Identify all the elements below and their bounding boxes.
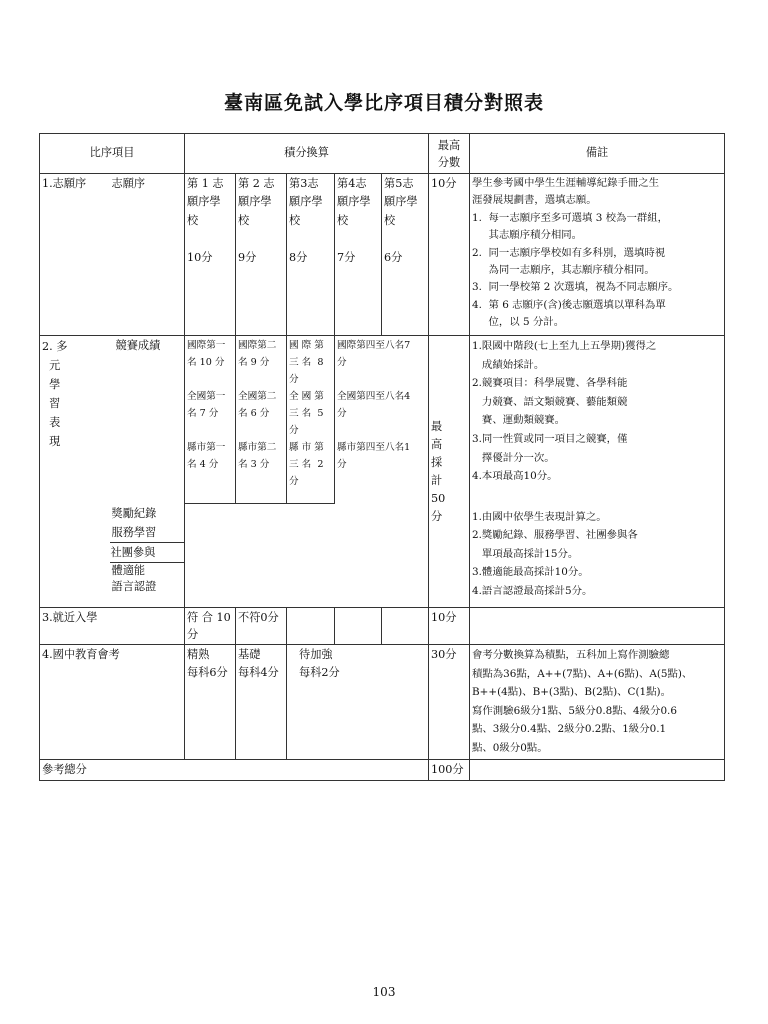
note-line: 1. 每一志願序至多可選填 3 校為一群組， (472, 211, 669, 224)
nearby-no: 不符0分 (236, 608, 287, 645)
subitem-clubs: 社團參與 (110, 542, 185, 563)
competition-notes (470, 336, 725, 504)
note-line: 3. 同一學校第 2 次選填，視為不同志願序。 (472, 281, 679, 294)
note-line: 1.限國中階段(七上至九上五學期)獲得之 (472, 340, 657, 352)
exam-basic: 基礎 每科4分 (236, 645, 287, 760)
other-notes (470, 504, 725, 608)
note-line: 學生參考國中學生生涯輔導紀錄手冊之生 (472, 177, 660, 189)
page-number: 103 (372, 985, 396, 999)
nearby-blank-2 (335, 608, 382, 645)
note-line: B++(4點)、B+(3點)、B(2點)、C(1點)。 (472, 686, 671, 699)
exam-category: 4.國中教育會考 (40, 645, 185, 760)
note-line: 賽、運動類競賽。 (472, 414, 566, 427)
other-score-blank (185, 504, 429, 608)
note-line: 點、0級分0點。 (472, 741, 548, 754)
total-notes (470, 759, 725, 780)
exam-notes (470, 645, 725, 760)
volunteer-subitem: 志願序 (110, 174, 185, 336)
row-competition (40, 336, 725, 504)
note-line: 點、3級分0.4點、2級分0.2點、1級分0.1 (472, 723, 667, 736)
volunteer-choice-4: 第4志 願序學 校 7分 (335, 174, 382, 336)
note-line: 積點為36點，A++(7點)、A+(6點)、A(5點)、 (472, 667, 693, 680)
note-line: 涯發展規劃書，選填志願。 (472, 194, 597, 207)
competition-col-2: 國際第二 名 9 分 全國第二 名 6 分 縣市第二 名 3 分 (236, 336, 287, 504)
exam-needs-improvement: 待加強 每科2分 (287, 645, 429, 760)
volunteer-choice-2: 第 2 志 願序學 校 9分 (236, 174, 287, 336)
subitem-fitness: 體適能 (111, 563, 146, 577)
competition-subitem: 競賽成績 (110, 336, 185, 504)
volunteer-category: 1.志願序 (40, 174, 110, 336)
note-line: 位，以 5 分計。 (472, 316, 565, 329)
volunteer-choice-1: 第 1 志 願序學 校 10分 (185, 174, 236, 336)
volunteer-choice-5: 第5志 願序學 校 6分 (382, 174, 429, 336)
header-max: 最高 分數 (429, 134, 470, 174)
note-line: 擇優計分一次。 (472, 451, 555, 464)
note-line: 為同一志願序，其志願序積分相同。 (472, 264, 655, 277)
nearby-max: 10分 (429, 608, 470, 645)
volunteer-notes (470, 174, 725, 336)
note-line: 4.本項最高10分。 (472, 470, 558, 483)
diverse-max: 最 高 採 計 50 分 (429, 336, 470, 608)
subitem-service: 服務學習 (111, 525, 157, 539)
row-volunteer (40, 174, 725, 336)
subitem-rewards: 獎勵紀錄 (111, 506, 157, 520)
competition-col-1: 國際第一 名 10 分 全國第一 名 7 分 縣市第一 名 4 分 (185, 336, 236, 504)
competition-col-4: 國際第四至八名7 分 全國第四至八名4 分 縣市第四至八名1 分 (335, 336, 429, 504)
competition-col-3: 國 際 第 三 名 8 分 全 國 第 三 名 5 分 縣 市 第 三 名 2 分 (287, 336, 335, 504)
note-line: 2. 同一志願序學校如有多科別，選填時視 (472, 246, 666, 259)
note-line: 4. 第 6 志願序(含)後志願選填以單科為單 (472, 298, 666, 311)
note-line: 單項最高採計15分。 (472, 547, 579, 560)
header-row (40, 134, 725, 174)
other-subitems (110, 504, 185, 608)
page-title: 臺南區免試入學比序項目積分對照表 (223, 92, 544, 114)
note-line: 力競賽、語文類競賽、藝能類競 (472, 395, 628, 408)
note-line: 其志願序積分相同。 (472, 229, 583, 242)
note-line: 4.語言認證最高採計5分。 (472, 584, 593, 597)
row-nearby (40, 608, 725, 645)
row-exam (40, 645, 725, 760)
score-table (39, 133, 725, 781)
nearby-category: 3.就近入學 (40, 608, 185, 645)
header-score-calc: 積分換算 (185, 134, 429, 174)
note-line: 2.競賽項目：科學展覽、各學科能 (472, 377, 628, 390)
total-max: 100分 (429, 759, 470, 780)
exam-max: 30分 (429, 645, 470, 760)
note-line: 3.體適能最高採計10分。 (472, 566, 589, 579)
nearby-yes: 符 合 10 分 (185, 608, 236, 645)
row-other-performance (40, 504, 725, 608)
note-line: 寫作測驗6級分1點、5級分0.8點、4級分0.6 (472, 704, 677, 717)
volunteer-choice-3: 第3志 願序學 校 8分 (287, 174, 335, 336)
total-label: 參考總分 (40, 759, 429, 780)
note-line: 1.由國中依學生表現計算之。 (472, 510, 607, 523)
header-notes: 備註 (470, 134, 725, 174)
nearby-blank-1 (287, 608, 335, 645)
header-item: 比序項目 (40, 134, 185, 174)
exam-proficient: 精熟 每科6分 (185, 645, 236, 760)
diverse-category: 2. 多 元 學 習 表 現 (40, 336, 110, 608)
row-total (40, 759, 725, 780)
note-line: 會考分數換算為積點，五科加上寫作測驗總 (472, 649, 670, 661)
subitem-language: 語言認證 (111, 579, 157, 593)
note-line: 成績始採計。 (472, 358, 545, 371)
nearby-notes (470, 608, 725, 645)
nearby-blank-3 (382, 608, 429, 645)
note-line: 3.同一性質或同一項目之競賽，僅 (472, 432, 628, 445)
volunteer-max: 10分 (429, 174, 470, 336)
note-line: 2.獎勵紀錄、服務學習、社團參與各 (472, 529, 638, 542)
